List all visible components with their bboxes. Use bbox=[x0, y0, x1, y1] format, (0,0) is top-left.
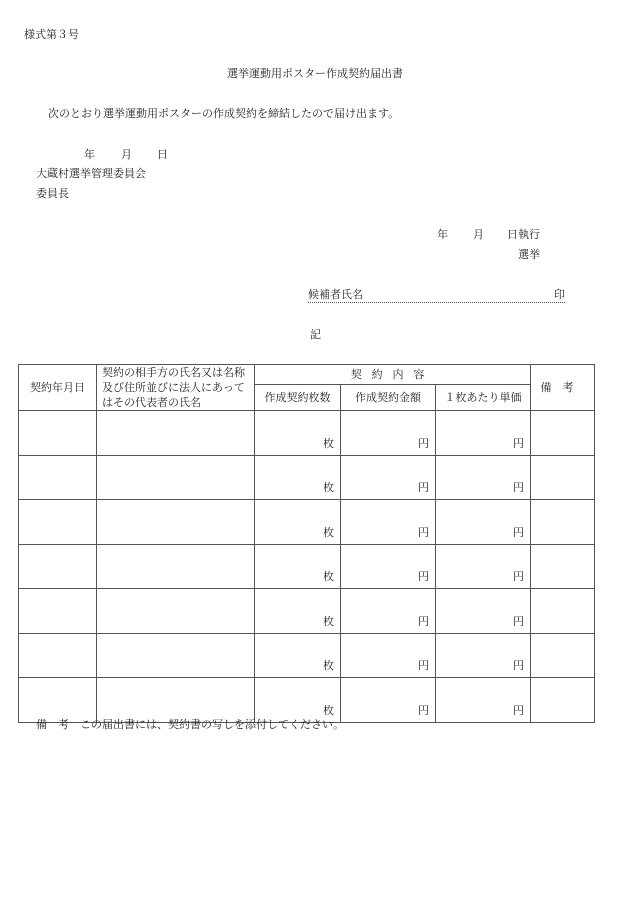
header-notes: 備考 bbox=[531, 365, 595, 411]
ki-label: 記 bbox=[310, 328, 321, 341]
exec-month-label: 月 bbox=[473, 228, 484, 241]
cell-unit-price[interactable]: 円 bbox=[436, 633, 531, 678]
candidate-label: 候補者氏名 bbox=[308, 288, 363, 301]
cell-amount[interactable]: 円 bbox=[341, 633, 436, 678]
document-title: 選挙運動用ポスター作成契約届出書 bbox=[227, 67, 403, 80]
cell-notes[interactable] bbox=[531, 455, 595, 500]
day-label: 日 bbox=[157, 148, 168, 161]
cell-sheets[interactable]: 枚 bbox=[255, 678, 341, 723]
header-amount: 作成契約金額 bbox=[341, 385, 436, 411]
contracts-table bbox=[18, 364, 595, 723]
table-row bbox=[19, 411, 595, 456]
seal-mark: 印 bbox=[554, 288, 565, 301]
cell-date[interactable] bbox=[19, 678, 97, 723]
header-contract-date: 契約年月日 bbox=[19, 365, 97, 411]
cell-notes[interactable] bbox=[531, 411, 595, 456]
cell-party[interactable] bbox=[97, 544, 255, 589]
cell-date[interactable] bbox=[19, 455, 97, 500]
cell-unit-price[interactable]: 円 bbox=[436, 678, 531, 723]
cell-sheets[interactable]: 枚 bbox=[255, 455, 341, 500]
cell-unit-price[interactable]: 円 bbox=[436, 455, 531, 500]
cell-date[interactable] bbox=[19, 589, 97, 634]
cell-amount[interactable]: 円 bbox=[341, 500, 436, 545]
cell-amount[interactable]: 円 bbox=[341, 589, 436, 634]
cell-notes[interactable] bbox=[531, 500, 595, 545]
cell-date[interactable] bbox=[19, 500, 97, 545]
cell-unit-price[interactable]: 円 bbox=[436, 411, 531, 456]
table-row bbox=[19, 455, 595, 500]
cell-party[interactable] bbox=[97, 633, 255, 678]
cell-notes[interactable] bbox=[531, 633, 595, 678]
cell-sheets[interactable]: 枚 bbox=[255, 633, 341, 678]
cell-date[interactable] bbox=[19, 544, 97, 589]
election-label: 選挙 bbox=[518, 248, 540, 261]
table-row bbox=[19, 633, 595, 678]
table-row bbox=[19, 589, 595, 634]
candidate-name-field[interactable] bbox=[308, 288, 565, 303]
cell-amount[interactable]: 円 bbox=[341, 411, 436, 456]
table-row bbox=[19, 500, 595, 545]
header-party: 契約の相手方の氏名又は名称及び住所並びに法人にあってはその代表者の氏名 bbox=[97, 365, 255, 411]
remark-note: 備 考 この届出書には、契約書の写しを添付してください。 bbox=[36, 718, 344, 731]
cell-unit-price[interactable]: 円 bbox=[436, 544, 531, 589]
cell-party[interactable] bbox=[97, 678, 255, 723]
year-label: 年 bbox=[84, 148, 95, 161]
cell-sheets[interactable]: 枚 bbox=[255, 411, 341, 456]
cell-party[interactable] bbox=[97, 500, 255, 545]
cell-party[interactable] bbox=[97, 589, 255, 634]
cell-amount[interactable]: 円 bbox=[341, 455, 436, 500]
exec-day-label: 日執行 bbox=[507, 228, 540, 241]
cell-amount[interactable]: 円 bbox=[341, 678, 436, 723]
cell-unit-price[interactable]: 円 bbox=[436, 589, 531, 634]
execution-date bbox=[437, 228, 540, 242]
addressee-org: 大蔵村選挙管理委員会 bbox=[36, 167, 146, 180]
month-label: 月 bbox=[121, 148, 132, 161]
intro-text: 次のとおり選挙運動用ポスターの作成契約を締結したので届け出ます。 bbox=[48, 107, 400, 120]
submission-date bbox=[84, 148, 168, 162]
cell-amount[interactable]: 円 bbox=[341, 544, 436, 589]
cell-notes[interactable] bbox=[531, 544, 595, 589]
addressee-title: 委員長 bbox=[36, 187, 69, 200]
table-row bbox=[19, 678, 595, 723]
cell-notes[interactable] bbox=[531, 589, 595, 634]
cell-date[interactable] bbox=[19, 411, 97, 456]
exec-year-label: 年 bbox=[437, 228, 448, 241]
cell-date[interactable] bbox=[19, 633, 97, 678]
cell-party[interactable] bbox=[97, 455, 255, 500]
header-sheets: 作成契約枚数 bbox=[255, 385, 341, 411]
cell-sheets[interactable]: 枚 bbox=[255, 544, 341, 589]
header-content: 契約内容 bbox=[255, 365, 531, 385]
cell-unit-price[interactable]: 円 bbox=[436, 500, 531, 545]
header-unit-price: １枚あたり単価 bbox=[436, 385, 531, 411]
form-number: 様式第３号 bbox=[24, 28, 79, 41]
cell-sheets[interactable]: 枚 bbox=[255, 589, 341, 634]
table-row bbox=[19, 544, 595, 589]
cell-party[interactable] bbox=[97, 411, 255, 456]
cell-notes[interactable] bbox=[531, 678, 595, 723]
cell-sheets[interactable]: 枚 bbox=[255, 500, 341, 545]
